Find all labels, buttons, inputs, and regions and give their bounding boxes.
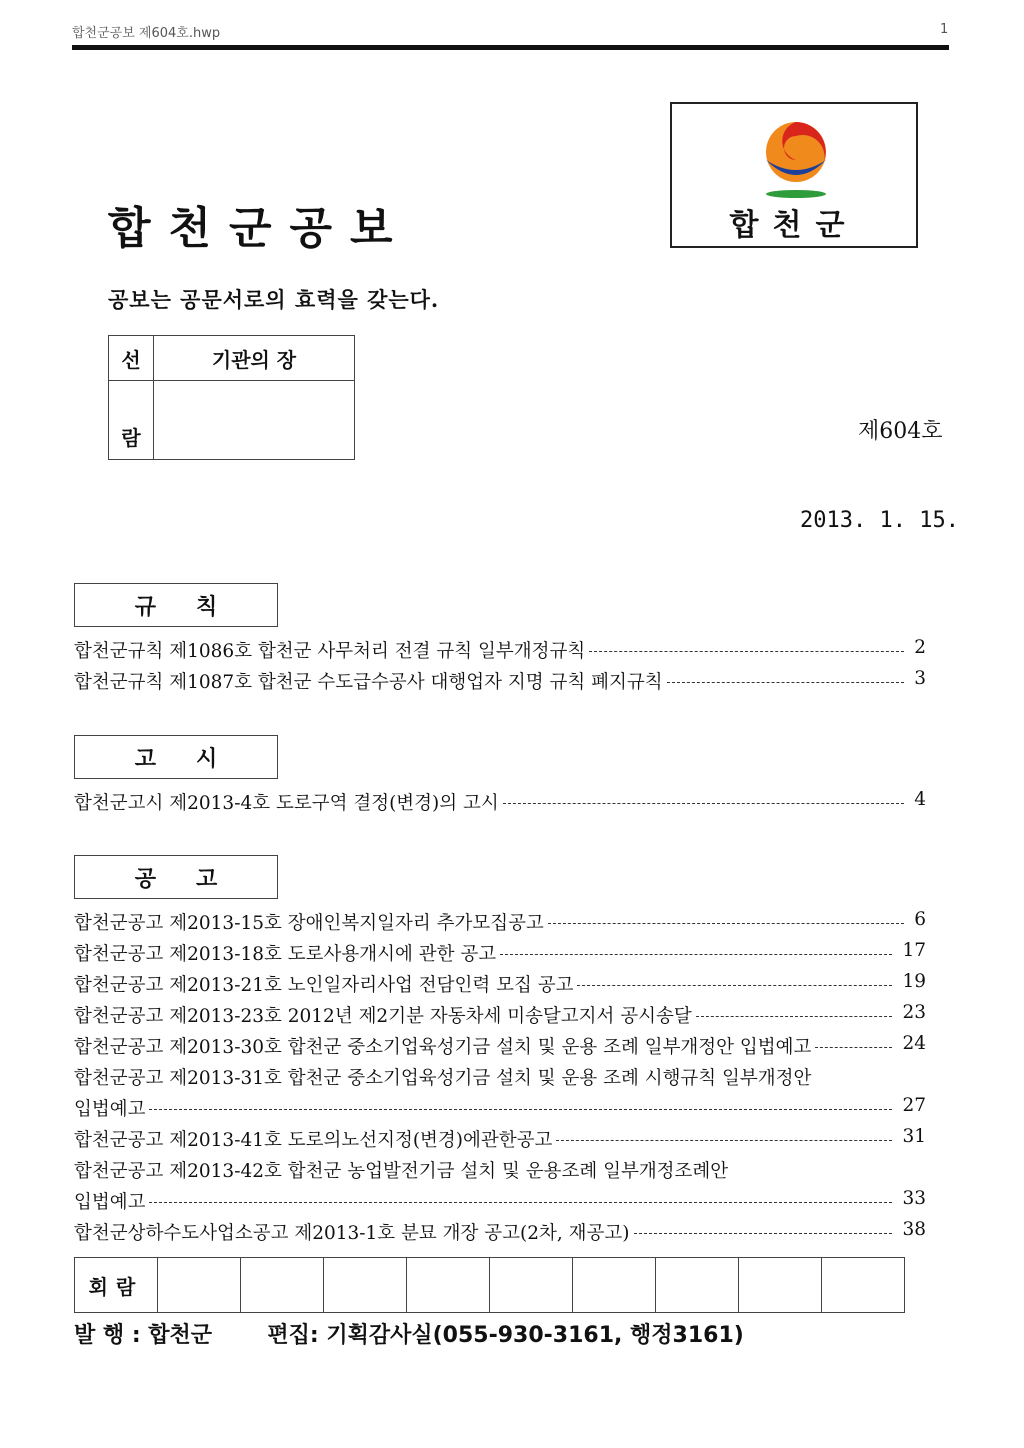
toc-item-title: 합천군공고 제2013-18호 도로사용개시에 관한 공고 xyxy=(74,944,497,965)
publisher: 발 행 : 합천군 xyxy=(74,1323,213,1348)
issue-date: 2013. 1. 15. xyxy=(800,508,959,533)
toc-leader xyxy=(556,1140,892,1141)
toc-item[interactable] xyxy=(74,789,926,817)
toc-item[interactable] xyxy=(74,1126,926,1154)
toc-leader xyxy=(548,923,904,924)
county-logo xyxy=(670,102,918,248)
toc-item[interactable] xyxy=(74,971,926,999)
circulation-label: 회람 xyxy=(75,1258,158,1313)
subtitle: 공보는 공문서로의 효력을 갖는다. xyxy=(108,287,440,312)
toc-item-title-cont: 입법예고 xyxy=(74,1099,146,1120)
review-label-bottom: 람 xyxy=(109,381,154,460)
circulation-table xyxy=(74,1257,905,1313)
emblem-green xyxy=(766,190,826,198)
gazette-title: 합천군공보 xyxy=(108,203,411,254)
header-rule xyxy=(72,45,949,50)
toc-item[interactable] xyxy=(74,637,926,665)
toc-item-page: 38 xyxy=(902,1219,926,1240)
toc-item-page: 24 xyxy=(902,1033,926,1054)
toc-item-title: 합천군고시 제2013-4호 도로구역 결정(변경)의 고시 xyxy=(74,793,499,814)
circulation-cell xyxy=(822,1258,905,1313)
toc-leader xyxy=(149,1202,892,1203)
toc-item[interactable] xyxy=(74,1219,926,1247)
footer xyxy=(74,1318,744,1349)
toc-leader xyxy=(577,985,892,986)
toc-item[interactable] xyxy=(74,668,926,696)
toc-leader xyxy=(589,651,904,652)
toc-item-title: 합천군공고 제2013-31호 합천군 중소기업육성기금 설치 및 운용 조례 시행규칙 일부개정안 xyxy=(74,1068,812,1089)
file-name: 합천군공보 제604호.hwp xyxy=(72,26,221,41)
review-label-top: 선 xyxy=(109,336,154,381)
circulation-cell xyxy=(324,1258,407,1313)
toc-item-wrapped[interactable] xyxy=(74,1157,926,1185)
toc-leader xyxy=(149,1109,892,1110)
toc-item-page: 33 xyxy=(902,1188,926,1209)
circulation-cell xyxy=(656,1258,739,1313)
toc-item-page: 27 xyxy=(902,1095,926,1116)
toc-item-title: 합천군공고 제2013-30호 합천군 중소기업육성기금 설치 및 운용 조례 일부개정안 입법예고 xyxy=(74,1037,812,1058)
review-signature-cell xyxy=(154,381,355,460)
toc-item[interactable] xyxy=(74,1033,926,1061)
circulation-cell xyxy=(241,1258,324,1313)
toc-item-page: 6 xyxy=(914,909,926,930)
toc-item-wrapped[interactable] xyxy=(74,1064,926,1092)
toc-item-title: 합천군규칙 제1086호 합천군 사무처리 전결 규칙 일부개정규칙 xyxy=(74,641,586,662)
toc-item-title: 합천군상하수도사업소공고 제2013-1호 분묘 개장 공고(2차, 재공고) xyxy=(74,1223,630,1244)
toc-item-title-cont: 입법예고 xyxy=(74,1192,146,1213)
toc-item[interactable] xyxy=(74,909,926,937)
section-rules-heading: 규칙 xyxy=(74,583,278,627)
toc-leader xyxy=(667,682,904,683)
toc-item-title: 합천군공고 제2013-21호 노인일자리사업 전담인력 모집 공고 xyxy=(74,975,574,996)
logo-text: 합천군 xyxy=(729,208,859,243)
toc-item-page: 31 xyxy=(902,1126,926,1147)
page-number: 1 xyxy=(940,22,949,37)
toc-item-title: 합천군공고 제2013-42호 합천군 농업발전기금 설치 및 운용조례 일부개정조례안 xyxy=(74,1161,729,1182)
circulation-cell xyxy=(573,1258,656,1313)
toc-item-page: 17 xyxy=(902,940,926,961)
toc-item-title: 합천군공고 제2013-23호 2012년 제2기분 자동차세 미송달고지서 공시송달 xyxy=(74,1006,692,1027)
circulation-cell xyxy=(158,1258,241,1313)
toc-item-title: 합천군규칙 제1087호 합천군 수도급수공사 대행업자 지명 규칙 폐지규칙 xyxy=(74,672,663,693)
toc-item-page: 23 xyxy=(902,1002,926,1023)
toc-leader xyxy=(500,954,892,955)
toc-item-continued[interactable] xyxy=(74,1188,926,1216)
toc-item-page: 2 xyxy=(914,637,926,658)
circulation-cell xyxy=(490,1258,573,1313)
toc-leader xyxy=(696,1016,892,1017)
toc-leader xyxy=(503,803,904,804)
toc-item[interactable] xyxy=(74,940,926,968)
toc-item-page: 3 xyxy=(914,668,926,689)
toc-leader xyxy=(634,1233,892,1234)
section-notices-heading: 고시 xyxy=(74,735,278,779)
toc-item-page: 4 xyxy=(914,789,926,810)
toc-item[interactable] xyxy=(74,1002,926,1030)
toc-item-continued[interactable] xyxy=(74,1095,926,1123)
toc-item-title: 합천군공고 제2013-15호 장애인복지일자리 추가모집공고 xyxy=(74,913,544,934)
review-header: 기관의 장 xyxy=(154,336,355,381)
section-announcements-heading: 공고 xyxy=(74,855,278,899)
issue-number: 제604호 xyxy=(858,419,943,444)
toc-item-page: 19 xyxy=(902,971,926,992)
county-emblem-icon xyxy=(756,116,836,202)
toc-item-title: 합천군공고 제2013-41호 도로의노선지정(변경)에관한공고 xyxy=(74,1130,553,1151)
toc-leader xyxy=(815,1047,892,1048)
review-table xyxy=(108,335,355,460)
circulation-cell xyxy=(407,1258,490,1313)
editor-contact: 편집: 기획감사실(055-930-3161, 행정3161) xyxy=(267,1323,744,1348)
circulation-cell xyxy=(739,1258,822,1313)
